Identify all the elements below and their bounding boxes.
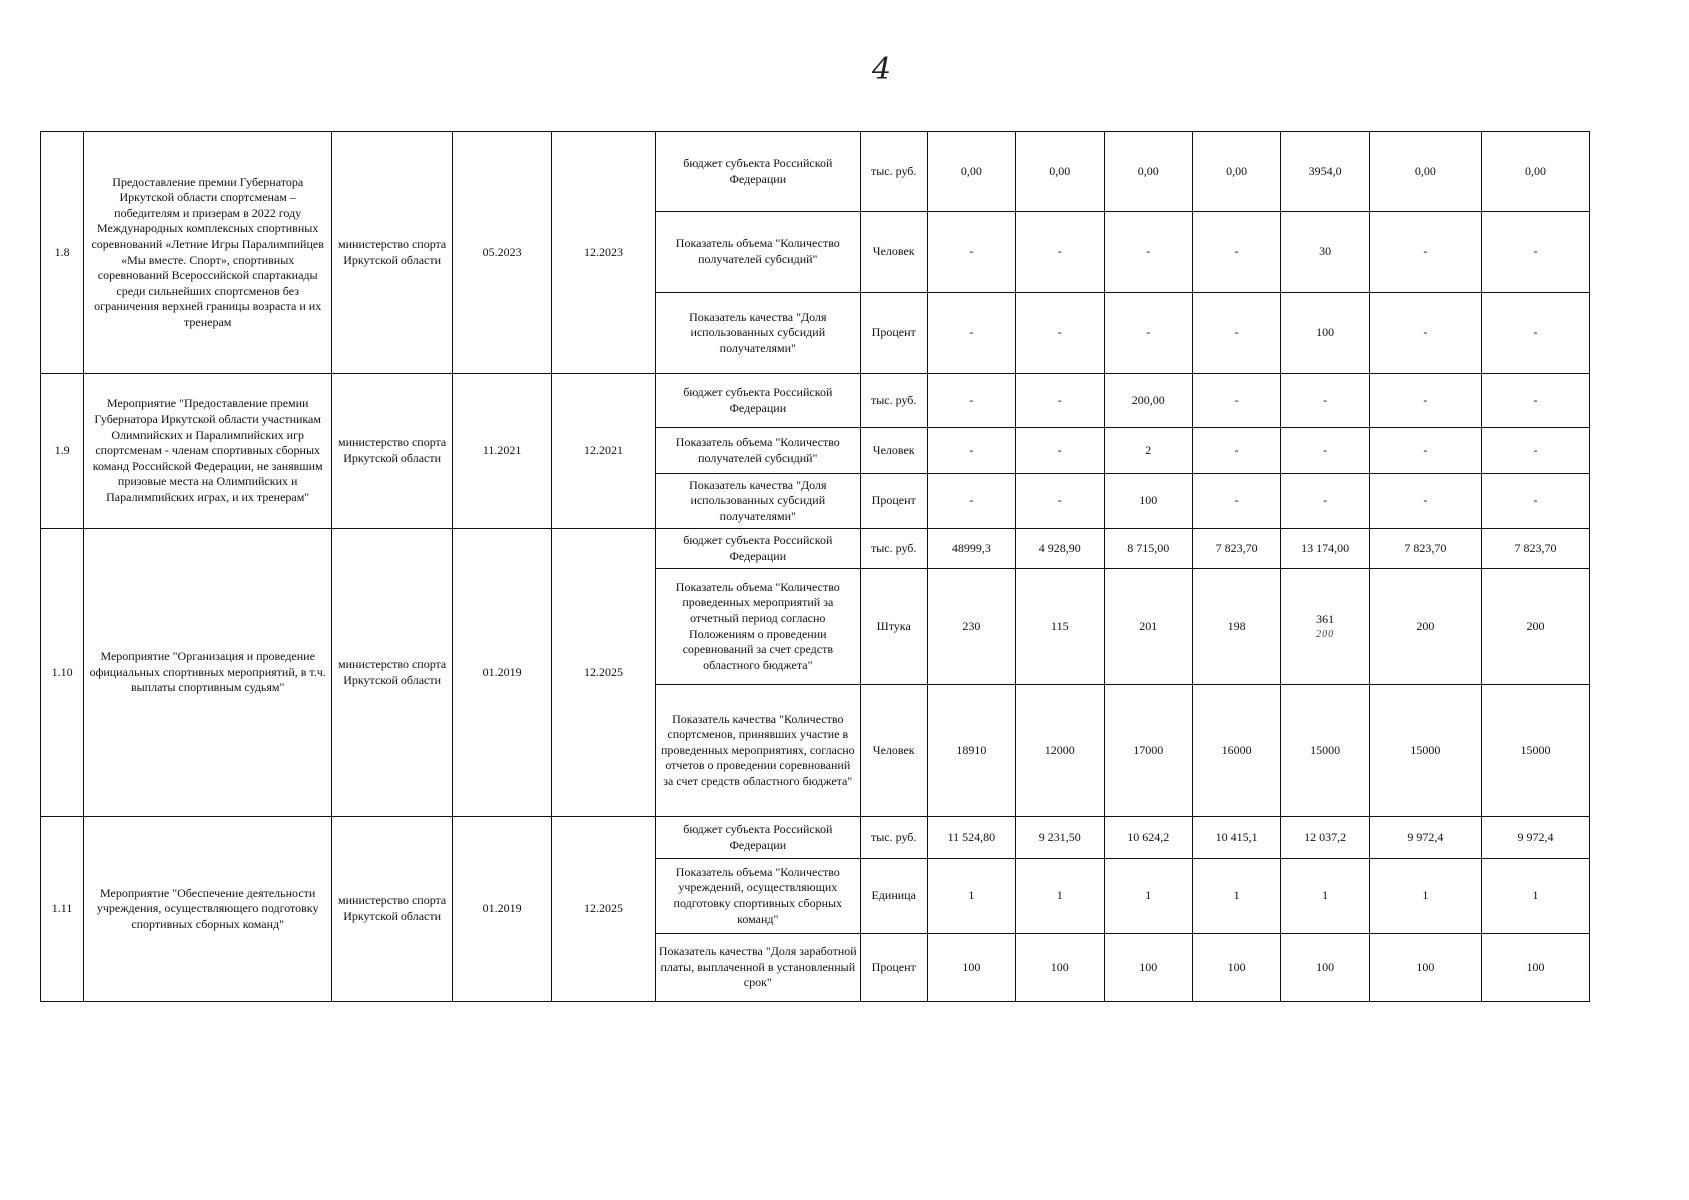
value-cell: - [1369,474,1481,529]
row-number: 1.10 [41,529,84,817]
value-cell: 200 [1369,569,1481,685]
executor: министерство спорта Иркутской области [332,817,453,1002]
value-cell: - [1192,374,1280,428]
value-cell: - [1192,428,1280,474]
value-cell: - [1369,374,1481,428]
handwritten-correction: 200 [1316,629,1335,641]
value-cell: 10 415,1 [1192,817,1280,859]
value-cell: 8 715,00 [1104,529,1192,569]
end-date: 12.2025 [552,529,656,817]
indicator-unit: Процент [860,474,927,529]
indicator-unit: Процент [860,934,927,1002]
value-cell: 0,00 [927,132,1015,212]
value-cell: 18910 [927,685,1015,817]
value-cell: 0,00 [1482,132,1590,212]
value-cell: - [1369,293,1481,374]
indicator-label: бюджет субъекта Российской Федерации [655,529,860,569]
executor: министерство спорта Иркутской области [332,529,453,817]
start-date: 05.2023 [453,132,552,374]
value-cell: 100 [1016,934,1104,1002]
indicator-label: бюджет субъекта Российской Федерации [655,132,860,212]
value-cell: 0,00 [1192,132,1280,212]
indicator-unit: тыс. руб. [860,817,927,859]
value-cell: 2 [1104,428,1192,474]
indicator-unit: тыс. руб. [860,374,927,428]
value-cell: 1 [1281,859,1369,934]
program-activities-table [40,131,1590,1002]
indicator-unit: тыс. руб. [860,529,927,569]
indicator-label: Показатель объема "Количество получателей субсидий" [655,428,860,474]
value-cell: 100 [1369,934,1481,1002]
indicator-label: Показатель объема "Количество проведенных мероприятий за отчетный период согласно Положениям о проведении соревнований за счет средств областного бюджета" [655,569,860,685]
value-cell: - [1104,212,1192,293]
indicator-unit: Человек [860,212,927,293]
value-cell: 30 [1281,212,1369,293]
value-cell: 200,00 [1104,374,1192,428]
value-cell: - [1016,374,1104,428]
value-cell: 4 928,90 [1016,529,1104,569]
value-cell: - [927,428,1015,474]
start-date: 11.2021 [453,374,552,529]
value-cell: 1 [1016,859,1104,934]
value-cell: 0,00 [1016,132,1104,212]
value-cell: - [1016,293,1104,374]
value-cell: - [1016,428,1104,474]
indicator-label: Показатель качества "Количество спортсменов, принявших участие в проведенных мероприятиях, согласно отчетов о проведении соревнований за счет средств областного бюджета" [655,685,860,817]
value-cell: 0,00 [1104,132,1192,212]
activity-name: Предоставление премии Губернатора Иркутской области спортсменам – победителям и призерам в 2022 году Международных комплексных спортивных соревнований «Летние Игры Паралимпийцев «Мы вместе. Спорт», спортивных соревнований Всероссийской спартакиады среди сильнейших спортсменов без ограничения верхней границы возраста и их тренерам [84,132,332,374]
table-row [41,529,1590,569]
executor: министерство спорта Иркутской области [332,132,453,374]
value-cell: 100 [1104,934,1192,1002]
row-number: 1.9 [41,374,84,529]
value-cell: - [1192,474,1280,529]
value-cell: 9 972,4 [1482,817,1590,859]
value-cell: - [1369,428,1481,474]
value-cell: 9 972,4 [1369,817,1481,859]
value-cell: 11 524,80 [927,817,1015,859]
value-cell: 100 [1281,934,1369,1002]
indicator-unit: Процент [860,293,927,374]
value-cell: - [1482,374,1590,428]
value-cell: - [1192,212,1280,293]
indicator-unit: Человек [860,685,927,817]
value-cell: - [1192,293,1280,374]
indicator-unit: Единица [860,859,927,934]
value-cell: 1 [1192,859,1280,934]
end-date: 12.2021 [552,374,656,529]
value-cell: - [927,293,1015,374]
value-cell: 10 624,2 [1104,817,1192,859]
indicator-label: Показатель качества "Доля использованных субсидий получателями" [655,474,860,529]
indicator-unit: Штука [860,569,927,685]
value-cell: - [927,474,1015,529]
start-date: 01.2019 [453,529,552,817]
value-cell: - [927,374,1015,428]
value-cell: - [1281,474,1369,529]
value-cell: 115 [1016,569,1104,685]
start-date: 01.2019 [453,817,552,1002]
value-cell: 3954,0 [1281,132,1369,212]
value-cell: 1 [927,859,1015,934]
indicator-unit: Человек [860,428,927,474]
value-cell [1281,569,1369,685]
page-number: 4 [872,52,892,87]
value-cell: 230 [927,569,1015,685]
executor: министерство спорта Иркутской области [332,374,453,529]
indicator-label: Показатель объема "Количество получателей субсидий" [655,212,860,293]
value-cell: - [1482,293,1590,374]
table-row [41,132,1590,212]
value-cell: - [1482,428,1590,474]
row-number: 1.11 [41,817,84,1002]
activity-name: Мероприятие "Обеспечение деятельности учреждения, осуществляющего подготовку спортивных сборных команд" [84,817,332,1002]
value-cell: - [1016,474,1104,529]
value-cell: 48999,3 [927,529,1015,569]
indicator-label: Показатель объема "Количество учреждений, осуществляющих подготовку спортивных сборных команд" [655,859,860,934]
value-cell: - [1104,293,1192,374]
value-cell: 100 [1281,293,1369,374]
value-cell: - [1016,212,1104,293]
end-date: 12.2023 [552,132,656,374]
value-cell: 7 823,70 [1369,529,1481,569]
value-cell: - [1482,474,1590,529]
value-cell: 15000 [1369,685,1481,817]
value-cell: 17000 [1104,685,1192,817]
value-cell: 16000 [1192,685,1280,817]
value-cell: 100 [1482,934,1590,1002]
value-cell: 13 174,00 [1281,529,1369,569]
indicator-unit: тыс. руб. [860,132,927,212]
table-row [41,817,1590,859]
value-text: 361 [1316,611,1335,626]
value-cell: - [927,212,1015,293]
table-row [41,374,1590,428]
value-cell: 100 [927,934,1015,1002]
value-cell: - [1281,428,1369,474]
activity-name: Мероприятие "Организация и проведение официальных спортивных мероприятий, в т.ч. выплаты спортивным судьям" [84,529,332,817]
indicator-label: бюджет субъекта Российской Федерации [655,817,860,859]
indicator-label: бюджет субъекта Российской Федерации [655,374,860,428]
value-cell: 9 231,50 [1016,817,1104,859]
value-cell: 100 [1192,934,1280,1002]
value-cell: 1 [1369,859,1481,934]
value-cell: 15000 [1281,685,1369,817]
value-cell: 200 [1482,569,1590,685]
value-cell: 15000 [1482,685,1590,817]
row-number: 1.8 [41,132,84,374]
value-cell: 7 823,70 [1192,529,1280,569]
value-cell: 0,00 [1369,132,1481,212]
indicator-label: Показатель качества "Доля использованных субсидий получателями" [655,293,860,374]
value-cell: - [1482,212,1590,293]
end-date: 12.2025 [552,817,656,1002]
activity-name: Мероприятие "Предоставление премии Губернатора Иркутской области участникам Олимпийских и Паралимпийских игр спортсменам - членам спортивных сборных команд Российской Федерации, не занявшим призовые места на Олимпийских и Паралимпийских играх, и их тренерам" [84,374,332,529]
value-cell: 7 823,70 [1482,529,1590,569]
value-cell: - [1369,212,1481,293]
value-cell: 201 [1104,569,1192,685]
value-cell: 12 037,2 [1281,817,1369,859]
value-cell: 1 [1482,859,1590,934]
value-cell: 100 [1104,474,1192,529]
value-cell: 198 [1192,569,1280,685]
value-cell: 12000 [1016,685,1104,817]
value-cell: - [1281,374,1369,428]
indicator-label: Показатель качества "Доля заработной платы, выплаченной в установленный срок" [655,934,860,1002]
value-cell: 1 [1104,859,1192,934]
